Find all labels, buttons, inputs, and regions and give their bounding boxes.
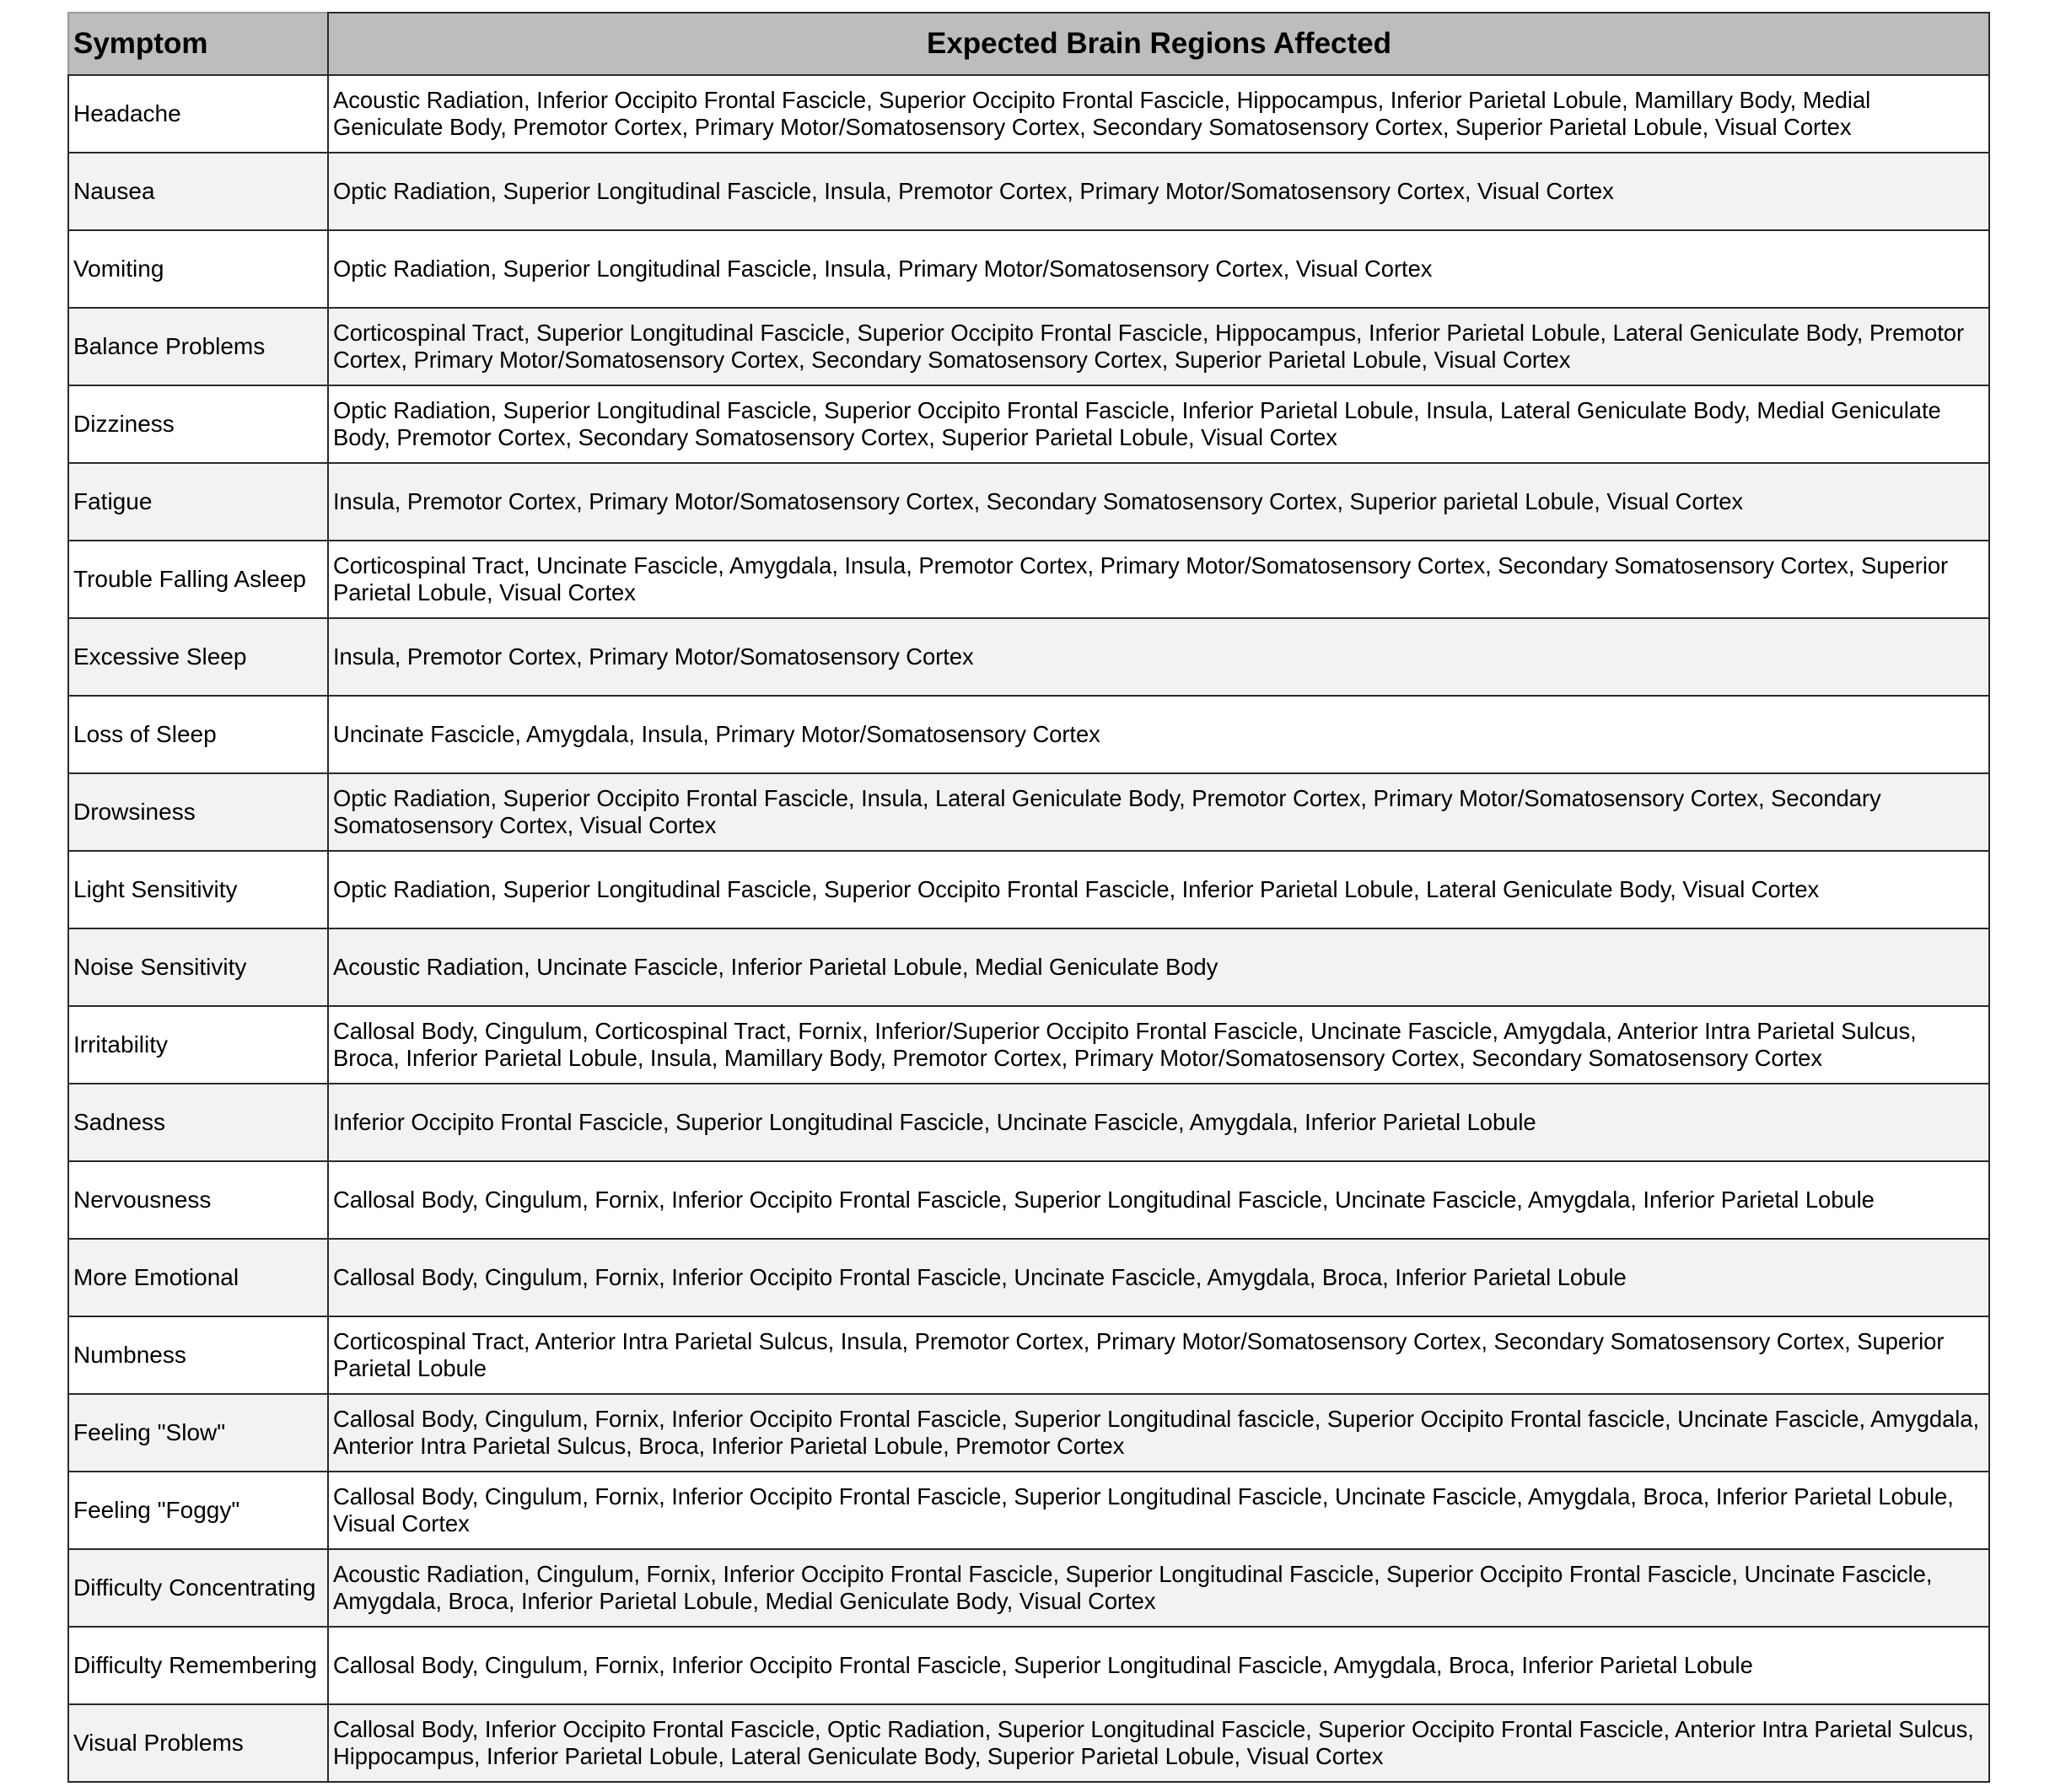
symptom-cell: Nervousness [68,1161,328,1239]
table-row [68,928,1989,1006]
table-row [68,1161,1989,1239]
brain-regions-cell: Acoustic Radiation, Inferior Occipito Frontal Fascicle, Superior Occipito Frontal Fascicle, Hippocampus, Inferior Parietal Lobule, Mamillary Body, Medial Geniculate Body, Premotor Cortex, Primary Motor/Somatosensory Cortex, Secondary Somatosensory Cortex, Superior Parietal Lobule, Visual Cortex [328,75,1989,153]
symptom-cell: Headache [68,75,328,153]
table-header [68,13,1989,75]
table-row [68,618,1989,696]
brain-regions-cell: Optic Radiation, Superior Longitudinal Fascicle, Superior Occipito Frontal Fascicle, Inferior Parietal Lobule, Insula, Lateral Geniculate Body, Medial Geniculate Body, Premotor Cortex, Secondary Somatosensory Cortex, Superior Parietal Lobule, Visual Cortex [328,385,1989,463]
table-row [68,385,1989,463]
column-header-regions: Expected Brain Regions Affected [328,13,1989,75]
brain-regions-cell: Uncinate Fascicle, Amygdala, Insula, Primary Motor/Somatosensory Cortex [328,696,1989,773]
symptom-cell: Trouble Falling Asleep [68,541,328,618]
symptom-cell: Feeling "Slow" [68,1394,328,1472]
table-row [68,463,1989,541]
brain-regions-cell: Acoustic Radiation, Cingulum, Fornix, Inferior Occipito Frontal Fascicle, Superior Longitudinal Fascicle, Superior Occipito Frontal Fascicle, Uncinate Fascicle, Amygdala, Broca, Inferior Parietal Lobule, Medial Geniculate Body, Visual Cortex [328,1549,1989,1627]
brain-regions-cell: Callosal Body, Inferior Occipito Frontal Fascicle, Optic Radiation, Superior Longitudinal Fascicle, Superior Occipito Frontal Fascicle, Anterior Intra Parietal Sulcus, Hippocampus, Inferior Parietal Lobule, Lateral Geniculate Body, Superior Parietal Lobule, Visual Cortex [328,1704,1989,1782]
table-row [68,1394,1989,1472]
table-row [68,851,1989,928]
table-row [68,1006,1989,1084]
symptom-cell: Difficulty Concentrating [68,1549,328,1627]
brain-regions-cell: Callosal Body, Cingulum, Fornix, Inferior Occipito Frontal Fascicle, Superior Longitudinal Fascicle, Uncinate Fascicle, Amygdala, Inferior Parietal Lobule [328,1161,1989,1239]
symptom-brain-region-table [67,12,1990,1783]
symptom-cell: Vomiting [68,230,328,308]
table-row [68,1316,1989,1394]
brain-regions-cell: Corticospinal Tract, Superior Longitudinal Fascicle, Superior Occipito Frontal Fascicle, Hippocampus, Inferior Parietal Lobule, Lateral Geniculate Body, Premotor Cortex, Primary Motor/Somatosensory Cortex, Secondary Somatosensory Cortex, Superior Parietal Lobule, Visual Cortex [328,308,1989,385]
symptom-cell: Light Sensitivity [68,851,328,928]
brain-regions-cell: Corticospinal Tract, Anterior Intra Parietal Sulcus, Insula, Premotor Cortex, Primary Motor/Somatosensory Cortex, Secondary Somatosensory Cortex, Superior Parietal Lobule [328,1316,1989,1394]
symptom-cell: Irritability [68,1006,328,1084]
header-row [68,13,1989,75]
column-header-symptom: Symptom [68,13,328,75]
brain-regions-cell: Inferior Occipito Frontal Fascicle, Superior Longitudinal Fascicle, Uncinate Fascicle, Amygdala, Inferior Parietal Lobule [328,1084,1989,1161]
symptom-cell: More Emotional [68,1239,328,1316]
brain-regions-cell: Callosal Body, Cingulum, Fornix, Inferior Occipito Frontal Fascicle, Superior Longitudinal Fascicle, Uncinate Fascicle, Amygdala, Broca, Inferior Parietal Lobule, Visual Cortex [328,1472,1989,1549]
table-row [68,1472,1989,1549]
symptom-cell: Numbness [68,1316,328,1394]
symptom-cell: Balance Problems [68,308,328,385]
brain-regions-cell: Insula, Premotor Cortex, Primary Motor/Somatosensory Cortex, Secondary Somatosensory Cortex, Superior parietal Lobule, Visual Cortex [328,463,1989,541]
brain-regions-cell: Insula, Premotor Cortex, Primary Motor/Somatosensory Cortex [328,618,1989,696]
brain-regions-cell: Callosal Body, Cingulum, Corticospinal Tract, Fornix, Inferior/Superior Occipito Frontal Fascicle, Uncinate Fascicle, Amygdala, Anterior Intra Parietal Sulcus, Broca, Inferior Parietal Lobule, Insula, Mamillary Body, Premotor Cortex, Primary Motor/Somatosensory Cortex, Secondary Somatosensory Cortex [328,1006,1989,1084]
brain-regions-cell: Optic Radiation, Superior Longitudinal Fascicle, Superior Occipito Frontal Fascicle, Inferior Parietal Lobule, Lateral Geniculate Body, Visual Cortex [328,851,1989,928]
table-body [68,75,1989,1782]
symptom-cell: Dizziness [68,385,328,463]
brain-regions-cell: Optic Radiation, Superior Longitudinal Fascicle, Insula, Primary Motor/Somatosensory Cortex, Visual Cortex [328,230,1989,308]
brain-regions-cell: Corticospinal Tract, Uncinate Fascicle, Amygdala, Insula, Premotor Cortex, Primary Motor/Somatosensory Cortex, Secondary Somatosensory Cortex, Superior Parietal Lobule, Visual Cortex [328,541,1989,618]
brain-regions-cell: Optic Radiation, Superior Longitudinal Fascicle, Insula, Premotor Cortex, Primary Motor/Somatosensory Cortex, Visual Cortex [328,153,1989,230]
table-row [68,1704,1989,1782]
brain-regions-cell: Optic Radiation, Superior Occipito Frontal Fascicle, Insula, Lateral Geniculate Body, Premotor Cortex, Primary Motor/Somatosensory Cortex, Secondary Somatosensory Cortex, Visual Cortex [328,773,1989,851]
brain-regions-cell: Callosal Body, Cingulum, Fornix, Inferior Occipito Frontal Fascicle, Superior Longitudinal fascicle, Superior Occipito Frontal fascicle, Uncinate Fascicle, Amygdala, Anterior Intra Parietal Sulcus, Broca, Inferior Parietal Lobule, Premotor Cortex [328,1394,1989,1472]
symptom-cell: Loss of Sleep [68,696,328,773]
symptom-cell: Nausea [68,153,328,230]
table-row [68,773,1989,851]
brain-regions-cell: Acoustic Radiation, Uncinate Fascicle, Inferior Parietal Lobule, Medial Geniculate Body [328,928,1989,1006]
symptom-cell: Noise Sensitivity [68,928,328,1006]
brain-regions-cell: Callosal Body, Cingulum, Fornix, Inferior Occipito Frontal Fascicle, Superior Longitudinal Fascicle, Amygdala, Broca, Inferior Parietal Lobule [328,1627,1989,1704]
symptom-cell: Sadness [68,1084,328,1161]
table-row [68,153,1989,230]
table-row [68,1549,1989,1627]
brain-regions-cell: Callosal Body, Cingulum, Fornix, Inferior Occipito Frontal Fascicle, Uncinate Fascicle, Amygdala, Broca, Inferior Parietal Lobule [328,1239,1989,1316]
table-row [68,696,1989,773]
table-row [68,75,1989,153]
table-row [68,541,1989,618]
table-row [68,230,1989,308]
symptom-cell: Excessive Sleep [68,618,328,696]
table-row [68,1084,1989,1161]
symptom-cell: Drowsiness [68,773,328,851]
symptom-cell: Fatigue [68,463,328,541]
table-row [68,1627,1989,1704]
symptom-cell: Difficulty Remembering [68,1627,328,1704]
symptom-cell: Visual Problems [68,1704,328,1782]
table-row [68,1239,1989,1316]
table-row [68,308,1989,385]
symptom-cell: Feeling "Foggy" [68,1472,328,1549]
